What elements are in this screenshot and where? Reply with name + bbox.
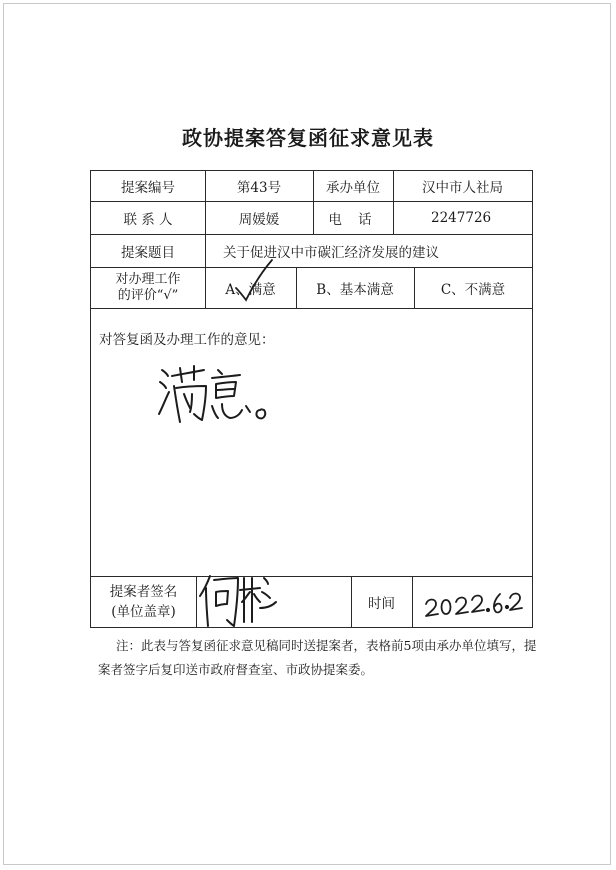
topic-value: 关于促进汉中市碳汇经济发展的建议	[223, 244, 439, 261]
handwritten-signature	[198, 572, 278, 630]
phone-label: 电 话	[328, 211, 378, 228]
column-divider	[196, 576, 197, 627]
signature-label-line2: (单位盖章)	[111, 603, 176, 620]
date-label: 时间	[368, 595, 395, 612]
checkmark-icon	[234, 258, 274, 304]
contact-label: 联 系 人	[123, 211, 173, 228]
option-c-unsatisfied[interactable]: C、不满意	[440, 281, 506, 298]
handling-unit-value: 汉中市人社局	[422, 180, 503, 196]
evaluation-label	[91, 267, 205, 308]
evaluation-label-line2: 的评价“√”	[117, 287, 179, 303]
opinion-label: 对答复函及办理工作的意见：	[99, 332, 275, 348]
contact-value: 周媛媛	[238, 211, 280, 228]
row-divider	[91, 308, 532, 309]
option-a-satisfied[interactable]: A、满意	[225, 281, 276, 298]
handling-unit-label: 承办单位	[326, 180, 380, 196]
form-title: 政协提案答复函征求意见表	[182, 126, 434, 150]
option-b-basically-satisfied[interactable]: B、基本满意	[316, 281, 394, 298]
signature-label	[91, 576, 196, 627]
proposal-no-label: 提案编号	[121, 180, 175, 196]
evaluation-label-line1: 对办理工作	[115, 271, 181, 287]
phone-value: 2247726	[431, 209, 492, 226]
handwritten-date	[424, 588, 524, 622]
footnote: 注：此表与答复函征求意见稿同时送提案者，表格前5项由承办单位填写，提案者签字后复印送市政府督查室、市政协提案委。	[98, 638, 537, 677]
handwritten-opinion	[156, 364, 276, 428]
proposal-no-value: 第43号	[236, 180, 282, 196]
topic-label: 提案题目	[121, 244, 175, 261]
column-divider	[412, 576, 413, 627]
signature-label-line1: 提案者签名	[109, 583, 178, 600]
